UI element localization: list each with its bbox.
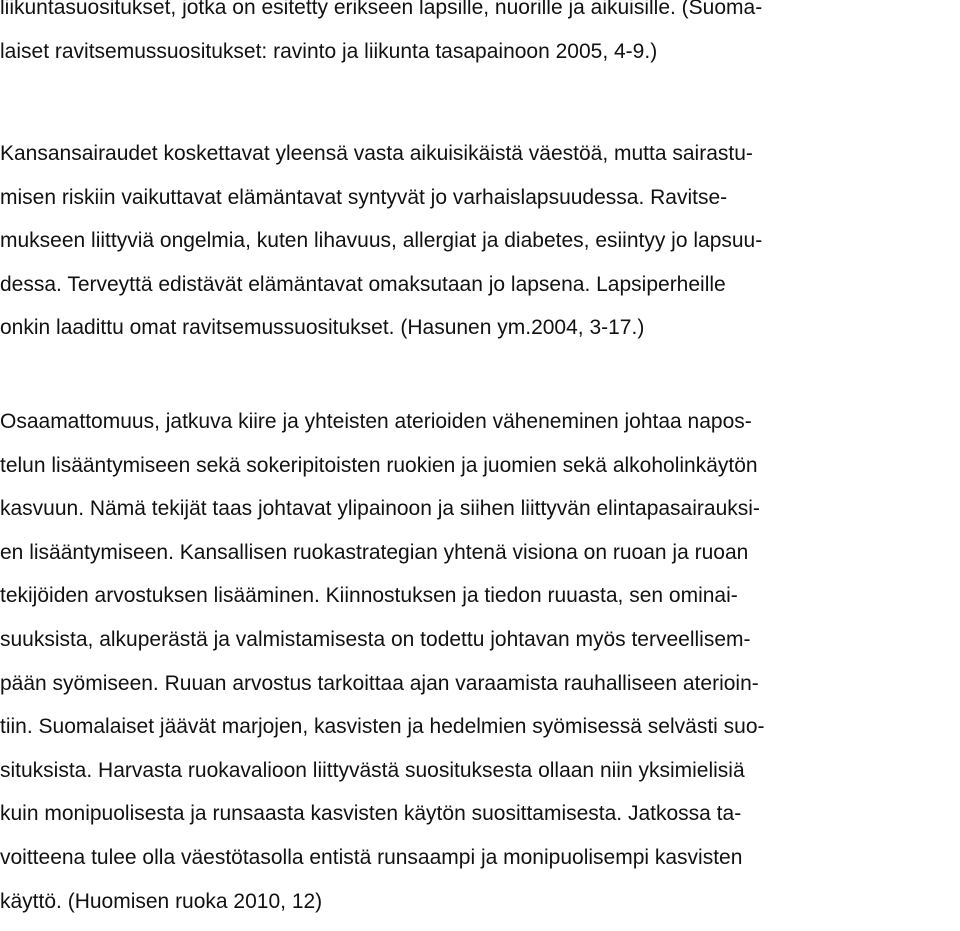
text-line: Osaamattomuus, jatkuva kiire ja yhteisten aterioiden väheneminen johtaa napos- <box>0 410 752 433</box>
text-line: laiset ravitsemussuositukset: ravinto ja liikunta tasapainoon 2005, 4-9.) <box>0 39 658 63</box>
text-line: kuin monipuolisesta ja runsaasta kasvisten käytön suosittamisesta. Jatkossa ta- <box>0 802 742 826</box>
text-line: liikuntasuositukset, jotka on esitetty erikseen lapsille, nuorille ja aikuisille. (Suoma- <box>0 0 763 19</box>
text-line: kasvuun. Nämä tekijät taas johtavat ylipainoon ja siihen liittyvän elintapasairauksi- <box>0 497 760 521</box>
text-line: suuksista, alkuperästä ja valmistamisesta on todettu johtavan myös terveellisem- <box>0 627 751 651</box>
text-line: Kansansairaudet koskettavat yleensä vasta aikuisikäistä väestöä, mutta sairastu- <box>0 142 753 165</box>
text-line: voitteena tulee olla väestötasolla entistä runsaampi ja monipuolisempi kasvisten <box>0 845 743 869</box>
text-line: mukseen liittyviä ongelmia, kuten lihavuus, allergiat ja diabetes, esiintyy jo lapsuu- <box>0 229 763 253</box>
text-line: onkin laadittu omat ravitsemussuositukset. (Hasunen ym.2004, 3-17.) <box>0 316 645 340</box>
paragraph-recommendations <box>0 0 960 73</box>
paragraph-public-diseases <box>0 132 960 350</box>
text-line: misen riskiin vaikuttavat elämäntavat syntyvät jo varhaislapsuudessa. Ravitse- <box>0 185 728 209</box>
paragraph-food-strategy <box>0 400 960 923</box>
text-line: käyttö. (Huomisen ruoka 2010, 12) <box>0 889 323 913</box>
text-line: pään syömiseen. Ruuan arvostus tarkoittaa ajan varaamista rauhalliseen aterioin- <box>0 671 759 695</box>
text-line: en lisääntymiseen. Kansallisen ruokastrategian yhtenä visiona on ruoan ja ruoan <box>0 540 749 564</box>
text-line: tekijöiden arvostuksen lisääminen. Kiinnostuksen ja tiedon ruuasta, sen ominai- <box>0 584 738 608</box>
text-line: tiin. Suomalaiset jäävät marjojen, kasvisten ja hedelmien syömisessä selvästi suo- <box>0 715 765 739</box>
text-line: dessa. Terveyttä edistävät elämäntavat omaksutaan jo lapsena. Lapsiperheille <box>0 272 726 296</box>
text-line: situksista. Harvasta ruokavalioon liittyvästä suosituksesta ollaan niin yksimielisiä <box>0 758 745 782</box>
text-line: telun lisääntymiseen sekä sokeripitoisten ruokien ja juomien sekä alkoholinkäytön <box>0 453 758 477</box>
